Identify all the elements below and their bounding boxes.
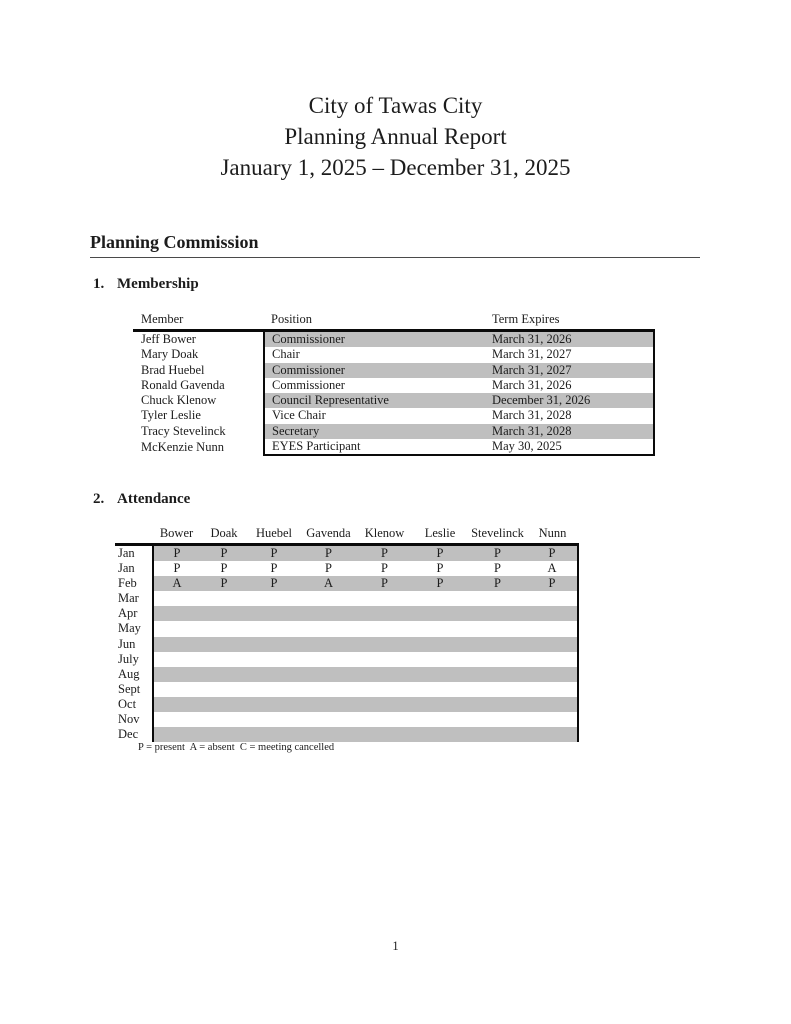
attendance-cell xyxy=(300,697,357,712)
attendance-month-label: Jun xyxy=(115,637,153,652)
membership-cell-member: McKenzie Nunn xyxy=(141,439,224,454)
attendance-cell xyxy=(468,652,527,667)
attendance-cell xyxy=(248,667,300,682)
attendance-row xyxy=(115,682,578,697)
attendance-cell xyxy=(153,727,200,742)
attendance-cell xyxy=(412,697,468,712)
attendance-cell xyxy=(300,727,357,742)
attendance-cell: P xyxy=(357,576,412,591)
attendance-cell xyxy=(300,637,357,652)
membership-row xyxy=(133,347,654,362)
report-title xyxy=(0,90,791,183)
attendance-cell xyxy=(300,667,357,682)
attendance-cell xyxy=(468,621,527,636)
attendance-cell xyxy=(468,667,527,682)
attendance-cell xyxy=(527,621,578,636)
attendance-cell xyxy=(357,712,412,727)
attendance-cell xyxy=(153,621,200,636)
membership-cell-member: Mary Doak xyxy=(141,347,199,362)
membership-row xyxy=(133,408,654,423)
attendance-cell xyxy=(200,637,248,652)
attendance-cell xyxy=(468,727,527,742)
membership-row xyxy=(133,439,654,455)
attendance-cell: P xyxy=(325,561,332,576)
attendance-row xyxy=(115,621,578,636)
attendance-cell: P xyxy=(153,545,200,562)
attendance-cell xyxy=(357,667,412,682)
page-number: 1 xyxy=(392,939,399,953)
title-line-city: City of Tawas City xyxy=(308,93,483,118)
attendance-cell: A xyxy=(300,576,357,591)
attendance-cell xyxy=(248,727,300,742)
attendance-row xyxy=(115,727,578,742)
attendance-month-label: Jan xyxy=(115,561,153,576)
attendance-cell: P xyxy=(220,561,228,576)
attendance-col-stevelinck: Stevelinck xyxy=(468,524,527,545)
membership-table-body xyxy=(133,331,654,456)
membership-row xyxy=(133,424,654,439)
attendance-cell xyxy=(248,712,300,727)
attendance-cell xyxy=(200,591,248,606)
attendance-row xyxy=(115,591,578,606)
membership-row xyxy=(133,378,654,393)
attendance-cell xyxy=(248,697,300,712)
attendance-cell: P xyxy=(468,545,527,562)
attendance-cell: A xyxy=(153,576,200,591)
attendance-cell xyxy=(300,682,357,697)
attendance-cell xyxy=(412,621,468,636)
attendance-month-label: Oct xyxy=(115,697,153,712)
attendance-heading-label: Attendance xyxy=(117,491,191,507)
attendance-cell xyxy=(468,682,527,697)
attendance-cell xyxy=(468,591,527,606)
membership-cell-position: Commissioner xyxy=(264,331,488,348)
attendance-cell xyxy=(527,637,578,652)
attendance-cell xyxy=(300,712,357,727)
attendance-cell xyxy=(248,652,300,667)
membership-heading-number: 1. xyxy=(93,276,105,292)
membership-cell-member: Tyler Leslie xyxy=(141,408,201,423)
attendance-row xyxy=(115,667,578,682)
attendance-cell xyxy=(153,591,200,606)
attendance-cell xyxy=(200,621,248,636)
attendance-row xyxy=(115,712,578,727)
attendance-cell xyxy=(468,712,527,727)
attendance-cell: P xyxy=(270,561,278,576)
membership-col-term-expires: Term Expires xyxy=(488,309,654,331)
attendance-cell xyxy=(153,652,200,667)
attendance-cell xyxy=(468,606,527,621)
attendance-cell xyxy=(153,606,200,621)
attendance-cell xyxy=(200,667,248,682)
attendance-cell xyxy=(200,697,248,712)
attendance-cell: P xyxy=(300,545,357,562)
attendance-row xyxy=(115,652,578,667)
attendance-col-huebel: Huebel xyxy=(248,524,300,545)
attendance-cell xyxy=(153,712,200,727)
attendance-col-gavenda: Gavenda xyxy=(300,524,357,545)
membership-cell-member: Jeff Bower xyxy=(141,332,196,346)
attendance-cell xyxy=(300,652,357,667)
attendance-cell xyxy=(200,712,248,727)
attendance-month-label: Apr xyxy=(115,606,153,621)
attendance-cell: P xyxy=(248,545,300,562)
membership-cell-position: Council Representative xyxy=(264,393,488,408)
attendance-cell xyxy=(357,652,412,667)
membership-cell-term: March 31, 2028 xyxy=(488,424,654,439)
attendance-legend: P = present A = absent C = meeting cancelled xyxy=(138,742,335,753)
attendance-col-doak: Doak xyxy=(200,524,248,545)
attendance-heading-number: 2. xyxy=(93,491,105,507)
attendance-cell xyxy=(412,712,468,727)
membership-col-member: Member xyxy=(133,309,264,331)
attendance-table xyxy=(115,524,579,742)
attendance-cell xyxy=(153,682,200,697)
membership-cell-member: Ronald Gavenda xyxy=(141,377,225,392)
attendance-cell xyxy=(248,606,300,621)
attendance-cell xyxy=(412,606,468,621)
attendance-month-label: Jan xyxy=(115,545,153,562)
attendance-col-leslie: Leslie xyxy=(412,524,468,545)
membership-cell-term: March 31, 2026 xyxy=(488,331,654,348)
attendance-cell: P xyxy=(436,561,444,576)
attendance-row xyxy=(115,606,578,621)
attendance-cell xyxy=(357,697,412,712)
attendance-cell xyxy=(357,591,412,606)
attendance-cell xyxy=(527,606,578,621)
membership-heading-label: Membership xyxy=(117,276,199,292)
attendance-month-label: Sept xyxy=(115,682,153,697)
membership-row xyxy=(133,331,654,348)
attendance-month-label: Feb xyxy=(115,576,153,591)
attendance-cell xyxy=(412,682,468,697)
attendance-cell xyxy=(412,727,468,742)
attendance-cell xyxy=(200,727,248,742)
attendance-cell: P xyxy=(412,545,468,562)
attendance-cell xyxy=(248,621,300,636)
attendance-col-klenow: Klenow xyxy=(357,524,412,545)
membership-cell-position: EYES Participant xyxy=(264,439,488,455)
attendance-row xyxy=(115,545,578,562)
attendance-header-row xyxy=(115,524,578,545)
attendance-cell: P xyxy=(527,545,578,562)
attendance-cell: P xyxy=(381,561,388,576)
attendance-cell xyxy=(357,727,412,742)
membership-cell-term: March 31, 2026 xyxy=(488,378,654,393)
attendance-cell xyxy=(357,606,412,621)
attendance-cell xyxy=(412,667,468,682)
attendance-cell: P xyxy=(527,576,578,591)
membership-cell-term: March 31, 2027 xyxy=(488,363,654,378)
attendance-heading xyxy=(93,491,190,508)
attendance-cell: A xyxy=(527,561,578,576)
section-heading-planning-commission: Planning Commission xyxy=(90,233,700,258)
membership-cell-member: Brad Huebel xyxy=(141,362,205,377)
membership-cell-position: Commissioner xyxy=(264,378,488,393)
membership-cell-position: Secretary xyxy=(264,424,488,439)
attendance-cell xyxy=(468,637,527,652)
attendance-month-label: May xyxy=(115,621,153,636)
membership-cell-position: Vice Chair xyxy=(264,408,488,423)
membership-cell-term: May 30, 2025 xyxy=(488,439,654,455)
attendance-cell: P xyxy=(412,576,468,591)
membership-cell-member: Tracy Stevelinck xyxy=(141,423,226,438)
attendance-cell xyxy=(300,621,357,636)
attendance-cell xyxy=(412,637,468,652)
attendance-col-nunn: Nunn xyxy=(527,524,578,545)
attendance-cell xyxy=(300,591,357,606)
attendance-row xyxy=(115,576,578,591)
attendance-table-body xyxy=(115,545,578,743)
attendance-cell xyxy=(357,637,412,652)
membership-header-row xyxy=(133,309,654,331)
attendance-cell xyxy=(357,682,412,697)
attendance-cell xyxy=(527,652,578,667)
attendance-cell xyxy=(357,621,412,636)
attendance-month-label: Aug xyxy=(115,667,153,682)
attendance-cell xyxy=(200,606,248,621)
membership-heading xyxy=(93,276,199,293)
attendance-col-bower: Bower xyxy=(153,524,200,545)
membership-cell-position: Commissioner xyxy=(264,363,488,378)
membership-col-position: Position xyxy=(264,309,488,331)
attendance-cell: P xyxy=(494,561,501,576)
membership-cell-term: March 31, 2027 xyxy=(488,347,654,362)
membership-cell-term: December 31, 2026 xyxy=(488,393,654,408)
attendance-cell xyxy=(200,682,248,697)
attendance-cell xyxy=(412,652,468,667)
attendance-cell xyxy=(248,682,300,697)
attendance-cell xyxy=(412,591,468,606)
attendance-cell xyxy=(248,637,300,652)
attendance-cell xyxy=(200,652,248,667)
attendance-col-month xyxy=(115,524,153,545)
membership-row xyxy=(133,393,654,408)
attendance-cell xyxy=(153,697,200,712)
attendance-cell xyxy=(527,697,578,712)
attendance-cell xyxy=(527,712,578,727)
attendance-cell: P xyxy=(468,576,527,591)
attendance-month-label: Mar xyxy=(115,591,153,606)
membership-cell-position: Chair xyxy=(264,347,488,362)
attendance-cell: P xyxy=(200,545,248,562)
title-line-daterange: January 1, 2025 – December 31, 2025 xyxy=(220,155,571,180)
attendance-cell: P xyxy=(173,561,181,576)
membership-table xyxy=(133,309,655,456)
attendance-row xyxy=(115,561,578,576)
attendance-cell xyxy=(527,591,578,606)
attendance-cell: P xyxy=(248,576,300,591)
membership-row xyxy=(133,363,654,378)
membership-cell-member: Chuck Klenow xyxy=(141,393,217,408)
attendance-cell xyxy=(468,697,527,712)
attendance-cell xyxy=(153,667,200,682)
attendance-month-label: Nov xyxy=(115,712,153,727)
attendance-month-label: July xyxy=(115,652,153,667)
attendance-cell xyxy=(153,637,200,652)
attendance-row xyxy=(115,637,578,652)
attendance-cell: P xyxy=(357,545,412,562)
attendance-cell xyxy=(248,591,300,606)
attendance-row xyxy=(115,697,578,712)
membership-cell-term: March 31, 2028 xyxy=(488,408,654,423)
attendance-cell xyxy=(527,727,578,742)
attendance-cell xyxy=(300,606,357,621)
attendance-cell xyxy=(527,682,578,697)
title-line-report: Planning Annual Report xyxy=(284,124,507,149)
attendance-month-label: Dec xyxy=(115,727,153,742)
attendance-cell xyxy=(527,667,578,682)
attendance-cell: P xyxy=(200,576,248,591)
